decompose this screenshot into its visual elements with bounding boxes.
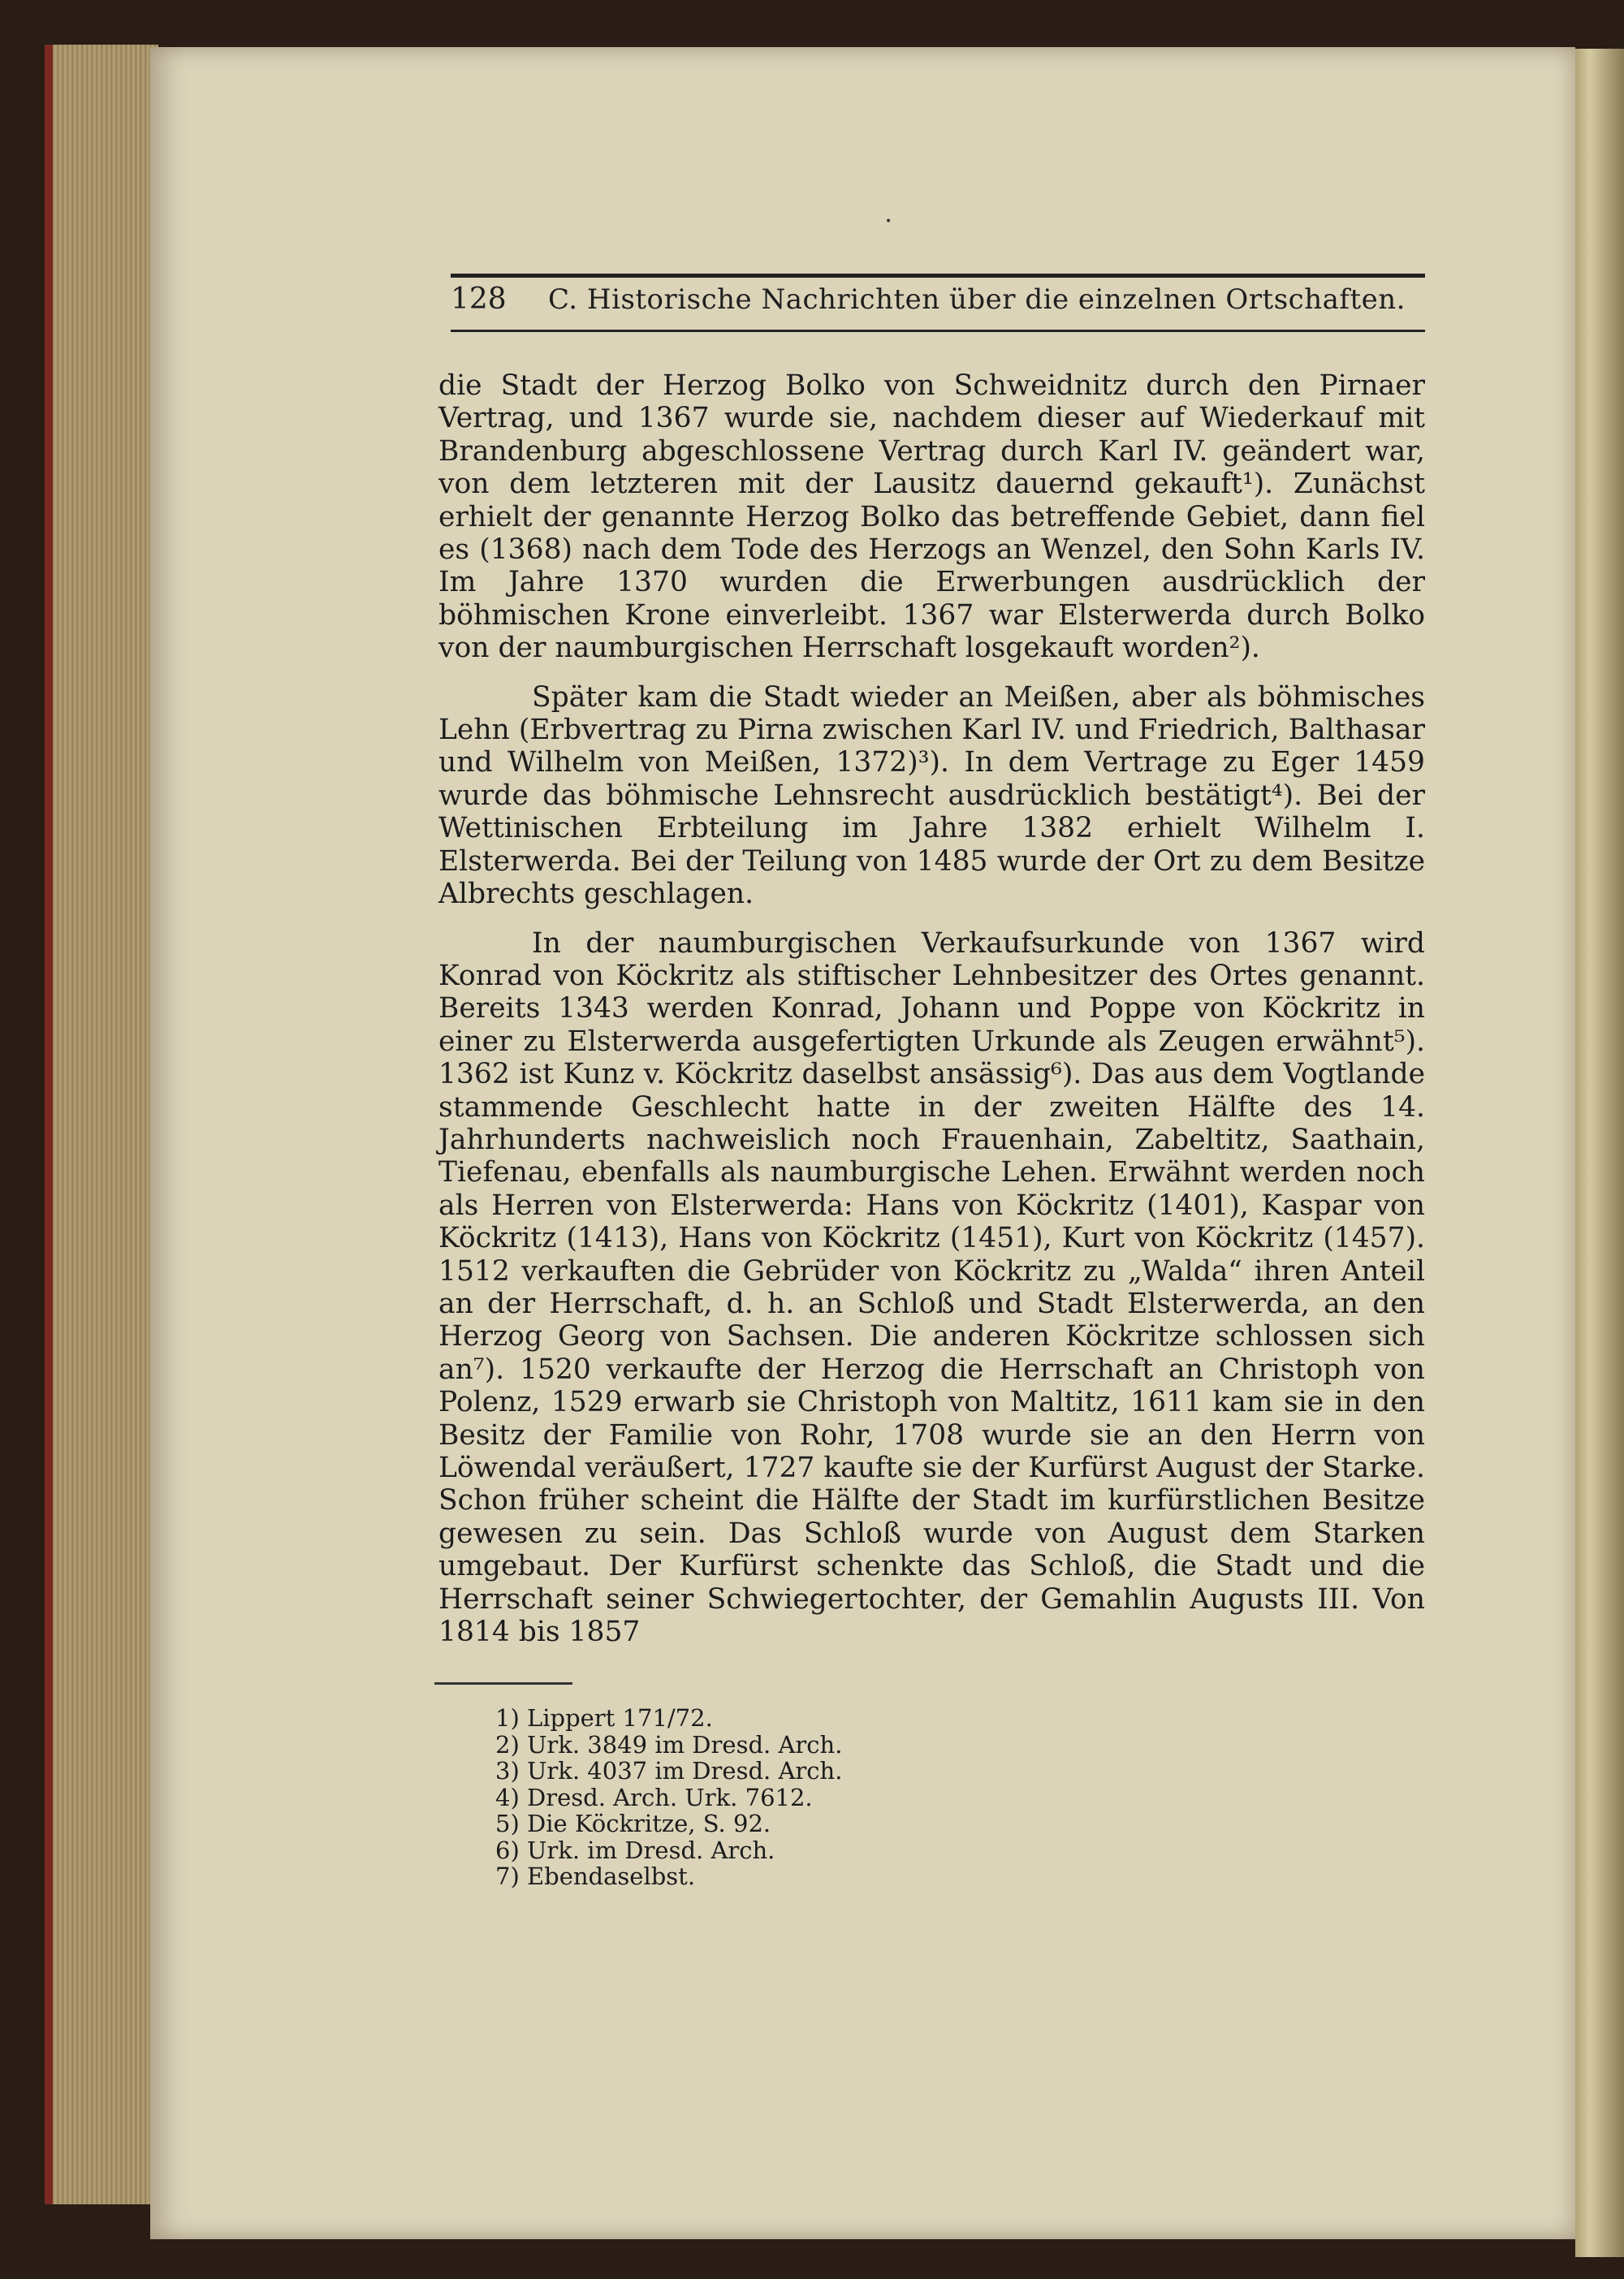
footnote-rule: [434, 1682, 572, 1685]
footnote-number: 1): [495, 1704, 520, 1732]
footnote-item: [495, 1758, 1145, 1785]
paragraph-3: In der naumburgischen Verkaufsurkunde von 1367 wird Konrad von Köckritz als stiftischer Lehnbesitzer des Ortes genannt. Bereits 1343 werden Konrad, Johann und Poppe von Köckritz in einer zu Elsterwerda ausgefertigten Urkunde als Zeugen erwähnt⁵). 1362 ist Kunz v. Köckritz daselbst ansässig⁶). Das aus dem Vogtlande stammende Geschlecht hatte in der zweiten Hälfte des 14. Jahrhunderts nachweislich noch Frauenhain, Zabeltitz, Saathain, Tiefenau, ebenfalls als naumburgische Lehen. Erwähnt werden noch als Herren von Elsterwerda: Hans von Köckritz (1401), Kaspar von Köckritz (1413), Hans von Köckritz (1451), Kurt von Köckritz (1457). 1512 verkauften die Gebrüder von Köckritz zu „Walda“ ihren Anteil an der Herrschaft, d. h. an Schloß und Stadt Elsterwerda, an den Herzog Georg von Sachsen. Die anderen Köckritze schlossen sich an⁷). 1520 verkaufte der Herzog die Herrschaft an Christoph von Polenz, 1529 erwarb sie Christoph von Maltitz, 1611 kam sie in den Besitz der Familie von Rohr, 1708 wurde sie an den Herrn von Löwendal veräußert, 1727 kaufte sie der Kurfürst August der Starke. Schon früher scheint die Hälfte der Stadt im kurfürstlichen Besitze gewesen zu sein. Das Schloß wurde von August dem Starken umgebaut. Der Kurfürst schenkte das Schloß, die Stadt und die Herrschaft seiner Schwiegertochter, der Gemahlin Augusts III. Von 1814 bis 1857: [438, 926, 1425, 1649]
footnote-item: [495, 1705, 1145, 1732]
header-rule-top: [451, 274, 1425, 278]
footnotes: [495, 1705, 1145, 1890]
footnote-text: Dresd. Arch. Urk. 7612.: [526, 1783, 813, 1811]
body-text: [438, 369, 1425, 1664]
paragraph-1: die Stadt der Herzog Bolko von Schweidnitz durch den Pirnaer Vertrag, und 1367 wurde sie, nachdem dieser auf Wiederkauf mit Brandenburg abgeschlossene Vertrag durch Karl IV. geändert war, von dem letzteren mit der Lausitz dauernd gekauft¹). Zunächst erhielt der genannte Herzog Bolko das betreffende Gebiet, dann fiel es (1368) nach dem Tode des Herzogs an Wenzel, den Sohn Karls IV. Im Jahre 1370 wurden die Erwerbungen ausdrücklich der böhmischen Krone einverleibt. 1367 war Elsterwerda durch Bolko von der naumburgischen Herrschaft losgekauft worden²).: [438, 369, 1425, 665]
footnote-item: [495, 1785, 1145, 1811]
header-rule-bottom: [451, 330, 1425, 332]
footnote-text: Die Köckritze, S. 92.: [526, 1810, 771, 1837]
footnote-text: Urk. 3849 im Dresd. Arch.: [526, 1730, 843, 1759]
paragraph-2: Später kam die Stadt wieder an Meißen, aber als böhmisches Lehn (Erbvertrag zu Pirna zwischen Karl IV. und Friedrich, Balthasar und Wilhelm von Meißen, 1372)³). In dem Vertrage zu Eger 1459 wurde das böhmische Lehnsrecht ausdrücklich bestätigt⁴). Bei der Wettinischen Erbteilung im Jahre 1382 erhielt Wilhelm I. Elsterwerda. Bei der Teilung von 1485 wurde der Ort zu dem Besitze Albrechts geschlagen.: [438, 680, 1425, 911]
footnote-number: 5): [495, 1810, 520, 1837]
page-number: 128: [451, 283, 507, 316]
footnote-number: 3): [495, 1757, 520, 1785]
footnote-text: Urk. im Dresd. Arch.: [526, 1836, 775, 1864]
footnote-item: [495, 1837, 1145, 1864]
footnote-text: Urk. 4037 im Dresd. Arch.: [526, 1757, 843, 1785]
page-header: [451, 283, 1425, 322]
footnote-item: [495, 1811, 1145, 1837]
footnote-text: Lippert 171/72.: [526, 1704, 713, 1732]
footnote-item: [495, 1863, 1145, 1890]
footnote-text: Ebendaselbst.: [526, 1862, 696, 1890]
facing-page-edge: [1575, 49, 1624, 2257]
footnote-number: 2): [495, 1730, 520, 1759]
footnote-item: [495, 1732, 1145, 1759]
book-page-edges: [45, 45, 158, 2204]
running-title: C. Historische Nachrichten über die einzelnen Ortschaften.: [548, 283, 1406, 316]
footnote-number: 6): [495, 1836, 520, 1864]
footnote-number: 4): [495, 1783, 520, 1811]
ink-speck: •: [885, 215, 892, 228]
footnote-number: 7): [495, 1862, 520, 1890]
